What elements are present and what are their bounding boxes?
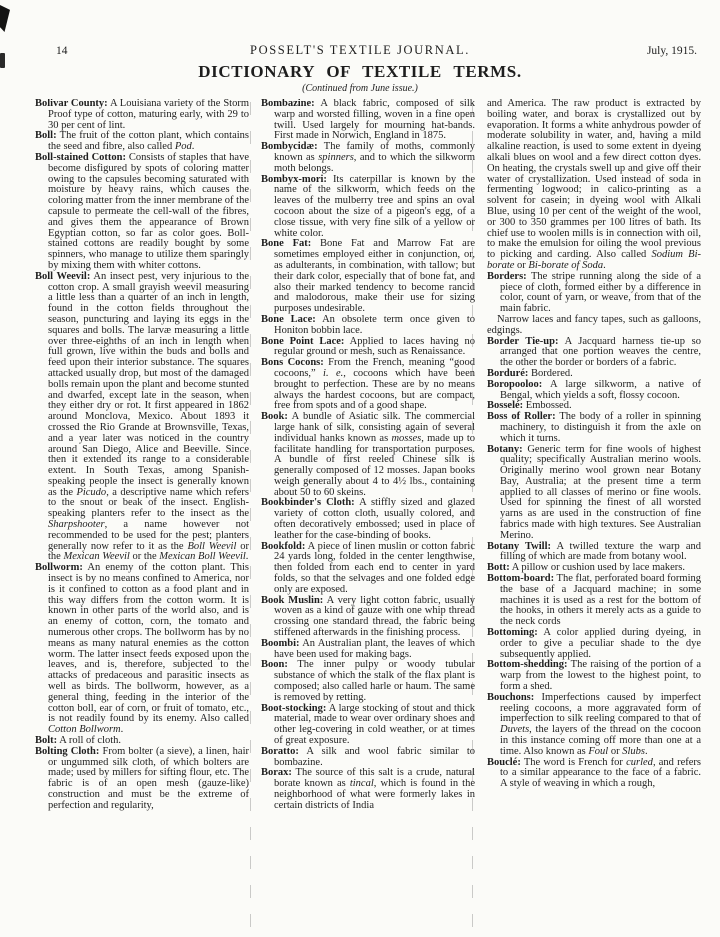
- dictionary-entry: Boss of Roller: The body of a roller in spinning machinery, to distinguish it from the axle on which it turns.: [487, 411, 701, 444]
- dictionary-entry: Bottoming: A color applied during dyeing, in order to give a peculiar shade to the dye subsequently applied.: [487, 627, 701, 660]
- dictionary-entry: Bouchons: Imperfections caused by imperfect reeling cocoons, a more aggravated form of imperfection to silk reeling compared to that of Duvets, the layers of the thread on the cocoon in this instance coming off more than one at a time. Also known as Foul or Slubs.: [487, 691, 701, 757]
- dictionary-entry: and America. The raw product is extracted by boiling water, and borax is crystallized out by evaporation. It forms a white anhydrous powder of moderate solubility in water, and, having a mild alkaline reaction, is used to some extent in dyeing alkali blues on wool and a few direct cotton dyes. On heating, the crystals swell up and give off their water of crystallization. Used instead of soda in fermenting logwood; in calico-printing as a solvent for casein; in dyeing wool with Alkali Blue, using 10 per cent of the weight of the wool, or 300 to 350 grammes per 100 litres of bath. Its chief use to woolen mills is in connection with oil, to make the emulsion for oiling the wool previous to picking and carding. Also called Sodium Bi-borate or Bi-borate of Soda.: [487, 99, 701, 271]
- dictionary-entry: Book: A bundle of Asiatic silk. The commercial large hank of silk, consisting again of several individual hanks known as mosses, made up to facilitate handling for transportation purposes. A bundle of first reeled Chinese silk is generally composed of 12 mosses. Japan books weigh generally about 4 to 4½ lbs., containing about 50 to 60 skeins.: [261, 411, 475, 498]
- entry-term: Boot-stocking:: [261, 702, 327, 714]
- entry-term: Bott:: [487, 562, 510, 574]
- entry-term: Borduré:: [487, 367, 529, 379]
- dictionary-entry: Bolt: A roll of cloth.: [35, 735, 122, 747]
- entry-term: Book:: [261, 411, 288, 423]
- entry-term: Bombycidæ:: [261, 141, 318, 153]
- entry-term: Bookfold:: [261, 540, 306, 552]
- column-2: [261, 99, 475, 933]
- dictionary-entry: Bombyx-mori: Its caterpillar is known by the name of the silkworm, which feeds on the leaves of the mulberry tree and spins an oval cocoon about the size of a pigeon's egg, of a close tissue, with very fine silk of a yellow or white color.: [261, 173, 475, 239]
- entry-term: Bone Fat:: [261, 238, 312, 250]
- entry-term: Boll-stained Cotton:: [35, 151, 126, 163]
- column-3: [487, 99, 701, 933]
- entry-term: Borax:: [261, 767, 292, 779]
- entry-term: Boll Weevil:: [35, 270, 91, 282]
- dictionary-entry: Bott: A pillow or cushion used by lace makers.: [487, 562, 686, 574]
- entry-term: Botany:: [487, 443, 523, 455]
- entry-term: Bolivar County:: [35, 99, 108, 109]
- entry-term: Botany Twill:: [487, 540, 551, 552]
- entry-term: Bottom-board:: [487, 573, 555, 585]
- dictionary-entry: Boot-stocking: A large stocking of stout and thick material, made to wear over ordinary shoes and other leg-covering in cold weather, or at times of great exposure.: [261, 702, 475, 747]
- dictionary-entry: Boon: The inner pulpy or woody tubular substance of which the stalk of the flax plant is composed; also called harle or haum. The same is removed by retting.: [261, 659, 475, 703]
- page-header: [0, 43, 720, 58]
- entry-term: Boss of Roller:: [487, 411, 556, 423]
- entry-term: Bone Point Lace:: [261, 335, 345, 347]
- entry-term: Boratto:: [261, 745, 299, 757]
- dictionary-entry: Boombi: An Australian plant, the leaves of which have been used for making bags.: [261, 637, 475, 660]
- column-1: [35, 99, 249, 933]
- dictionary-entry: Bone Lace: An obsolete term once given to Honiton bobbin lace.: [261, 313, 475, 336]
- issue-date: July, 1915.: [646, 45, 697, 57]
- dictionary-entry: Bosselé: Embossed.: [487, 400, 572, 412]
- dictionary-entry: Botany Twill: A twilled texture the warp and filling of which are made from botany wool.: [487, 540, 701, 563]
- entry-term: Boombi:: [261, 637, 300, 649]
- dictionary-entry: Bouclé: The word is French for curled, and refers to a similar appearance to the face of a fabric. A style of weaving in which a rough,: [487, 756, 701, 790]
- article-title: DICTIONARY OF TEXTILE TERMS.: [198, 62, 522, 81]
- journal-title: POSSELT'S TEXTILE JOURNAL.: [250, 43, 470, 57]
- entry-term: Bombyx-mori:: [261, 173, 327, 185]
- entry-term: Bombazine:: [261, 99, 315, 109]
- entry-term: Bosselé:: [487, 400, 524, 412]
- dictionary-entry: Bolivar County: A Louisiana variety of the Storm Proof type of cotton, maturing early, with 29 to 30 per cent of lint.: [35, 99, 249, 131]
- dictionary-entry: Boll Weevil: An insect pest, very injurious to the cotton crop. A small grayish weevil measuring a little less than a quarter of an inch in length, found in the cotton fields throughout the season, puncturing and laying its eggs in the squares and bolls. The larvæ measuring a little over three-eighths of an inch in length when full grown, live within the buds and bolls and feed upon their interior substance. The squares attacked usually drop, but most of the damaged bolls remain upon the plant and become stunted and dwarfed, except late in the season, when they either dry or rot. It first appeared in 1862 around Monclova, Mexico. About 1893 it crossed the Rio Grande at Brownsville, Texas, and a year later was noticed in the country around San Diego, Alice and Beeville. Since then it extended its range to a considerable extent. In South Texas, among Spanish-speaking people the insect is generally known as the Picudo, a descriptive name which refers to the snout or beak of the insect. English-speaking planters refer to the insect as the Sharpshooter, a name however not recommended to be used for the pest; planters generally now refer to it as the Boll Weevil or the Mexican Weevil or the Mexican Boll Weevil.: [35, 270, 249, 563]
- entry-term: Bottoming:: [487, 627, 538, 639]
- entry-term: Bottom-shedding:: [487, 659, 568, 671]
- entry-term: Bouchons:: [487, 691, 535, 703]
- entry-term: Bollworm:: [35, 562, 83, 574]
- entry-term: Border Tie-up:: [487, 335, 559, 347]
- dictionary-entry: Bombazine: A black fabric, composed of silk warp and worsted filling, woven in a fine open twill. Used largely for mourning hat-bands. First made in Norwich, England in 1875.: [261, 99, 475, 142]
- entry-term: Bookbinder's Cloth:: [261, 497, 355, 509]
- dictionary-entry: Bollworm: An enemy of the cotton plant. This insect is by no means confined to America, nor is it confined to cotton as a food plant and in this way differs from the cotton worm. It is known in other parts of the world also, and is an enemy of cotton, corn, the tomato and numerous other crops. The bollworm has by no means as many natural enemies as the cotton worm. The latter insect feeds exposed upon the leaves, and is, therefore, subjected to the attacks of predaceous and parasitic insects as well as birds. The bollworm, however, as a general thing, feeding in the interior of the cotton boll, ear of corn, or fruit of tomato, etc., is not readily found by its enemy. Also called Cotton Bollworm.: [35, 562, 249, 736]
- dictionary-entry: Book Muslin: A very light cotton fabric, usually woven as a kind of gauze with one whip thread crossing one standard thread, the fabric being stiffened afterwards in the finishing process.: [261, 594, 475, 639]
- dictionary-entry: Boropooloo: A large silkworm, a native of Bengal, which yields a soft, flossy cocoon.: [487, 378, 701, 401]
- entry-term: Borders:: [487, 270, 527, 282]
- entry-term: Bolt:: [35, 735, 58, 747]
- dictionary-entry: Bolting Cloth: From bolter (a sieve), a linen, hair or ungummed silk cloth, of which bolters are made; used by millers for sifting flour, etc. The fabric is of an open mesh (gauze-like) construction and must be the extreme of perfection and regularity,: [35, 745, 249, 811]
- dictionary-entry: Borders: The stripe running along the side of a piece of cloth, formed either by a difference in color, count of yarn, or weave, from that of the main fabric.: [487, 270, 701, 315]
- scan-artifact: [0, 5, 10, 32]
- dictionary-entry: Boll-stained Cotton: Consists of staples that have become disfigured by spots of coloring matter owing to the capsules becoming saturated with moisture by heavy rains, which causes the coloring matter from the inner membrane of the capsule to permeate the cell-wall of the fibres, and gives them the appearance of Brown Egyptian cotton, so far as color goes. Boll-stained cottons are readily bought by some spinners, who manage to utilize them sparingly by mixing them with whiter cottons.: [35, 151, 249, 271]
- text-columns: [35, 99, 701, 933]
- dictionary-entry: Bons Cocons: From the French, meaning “good cocoons,” i. e., cocoons which have been brought to perfection. These are by no means always the hardest cocoons, but are compact, free from spots and of a good shape.: [261, 357, 475, 412]
- dictionary-entry: Bottom-shedding: The raising of the portion of a warp from the lowest to the highest point, to form a shed.: [487, 659, 701, 693]
- dictionary-entry: Bookbinder's Cloth: A stiffly sized and glazed variety of cotton cloth, usually colored, and often decoratively embossed; used in place of leather for the case-binding of books.: [261, 497, 475, 541]
- article-subtitle: (Continued from June issue.): [302, 83, 418, 94]
- entry-term: Bone Lace:: [261, 313, 316, 325]
- dictionary-entry: Bone Fat: Bone Fat and Marrow Fat are sometimes employed either in conjunction, or, as adulterants, in combination, with tallow; but their dark color, especially that of bone fat, and also their marked tendency to become rancid and malodorous, make their use for sizing purposes undesirable.: [261, 238, 475, 315]
- dictionary-entry: Borduré: Bordered.: [487, 367, 573, 379]
- page-number: 14: [56, 45, 68, 57]
- entry-term: Boon:: [261, 659, 288, 671]
- entry-term: Bons Cocons:: [261, 357, 324, 369]
- entry-term: Boropooloo:: [487, 378, 543, 390]
- dictionary-entry: Bookfold: A piece of linen muslin or cotton fabric 24 yards long, folded in the center lengthwise, then folded from each end to center in yard folds, so that the selvages and one folded edge only are exposed.: [261, 540, 475, 595]
- dictionary-entry: Bone Point Lace: Applied to laces having no regular ground or mesh, such as Renaissance.: [261, 335, 475, 358]
- dictionary-entry-paragraph: Narrow laces and fancy tapes, such as galloons, edgings.: [487, 313, 701, 336]
- dictionary-entry: Border Tie-up: A Jacquard harness tie-up so arranged that one portion weaves the centre, the other the border or borders of a fabric.: [487, 335, 701, 369]
- entry-term: Bouclé:: [487, 756, 521, 768]
- dictionary-entry: Bottom-board: The flat, perforated board forming the base of a Jacquard machine; in some machines it is used as a rest for the bottom of the hooks, in others it merely acts as a guide to the neck cords: [487, 573, 701, 628]
- dictionary-entry: Borax: The source of this salt is a crude, natural borate known as tincal, which is found in the neighborhood of what were formerly lakes in certain districts of India: [261, 767, 475, 811]
- dictionary-entry: Botany: Generic term for fine wools of highest quality; specifically Australian merino wools. Originally merino wool grown near Botany Bay, Australia; at the present time a term applied to all classes of merino or fine wools. Used for spinning the finest of all worsted yarns as are used in the construction of fine fabrics made with high textures. See Australian Merino.: [487, 443, 701, 541]
- dictionary-entry: Boll: The fruit of the cotton plant, which contains the seed and fibre, also called Pod.: [35, 130, 249, 153]
- entry-term: Boll:: [35, 130, 57, 142]
- entry-term: Book Muslin:: [261, 594, 324, 606]
- entry-term: Bolting Cloth:: [35, 745, 100, 757]
- dictionary-entry: Boratto: A silk and wool fabric similar to bombazine.: [261, 745, 475, 768]
- dictionary-entry: Bombycidæ: The family of moths, commonly known as spinners, and to which the silkworm moth belongs.: [261, 141, 475, 174]
